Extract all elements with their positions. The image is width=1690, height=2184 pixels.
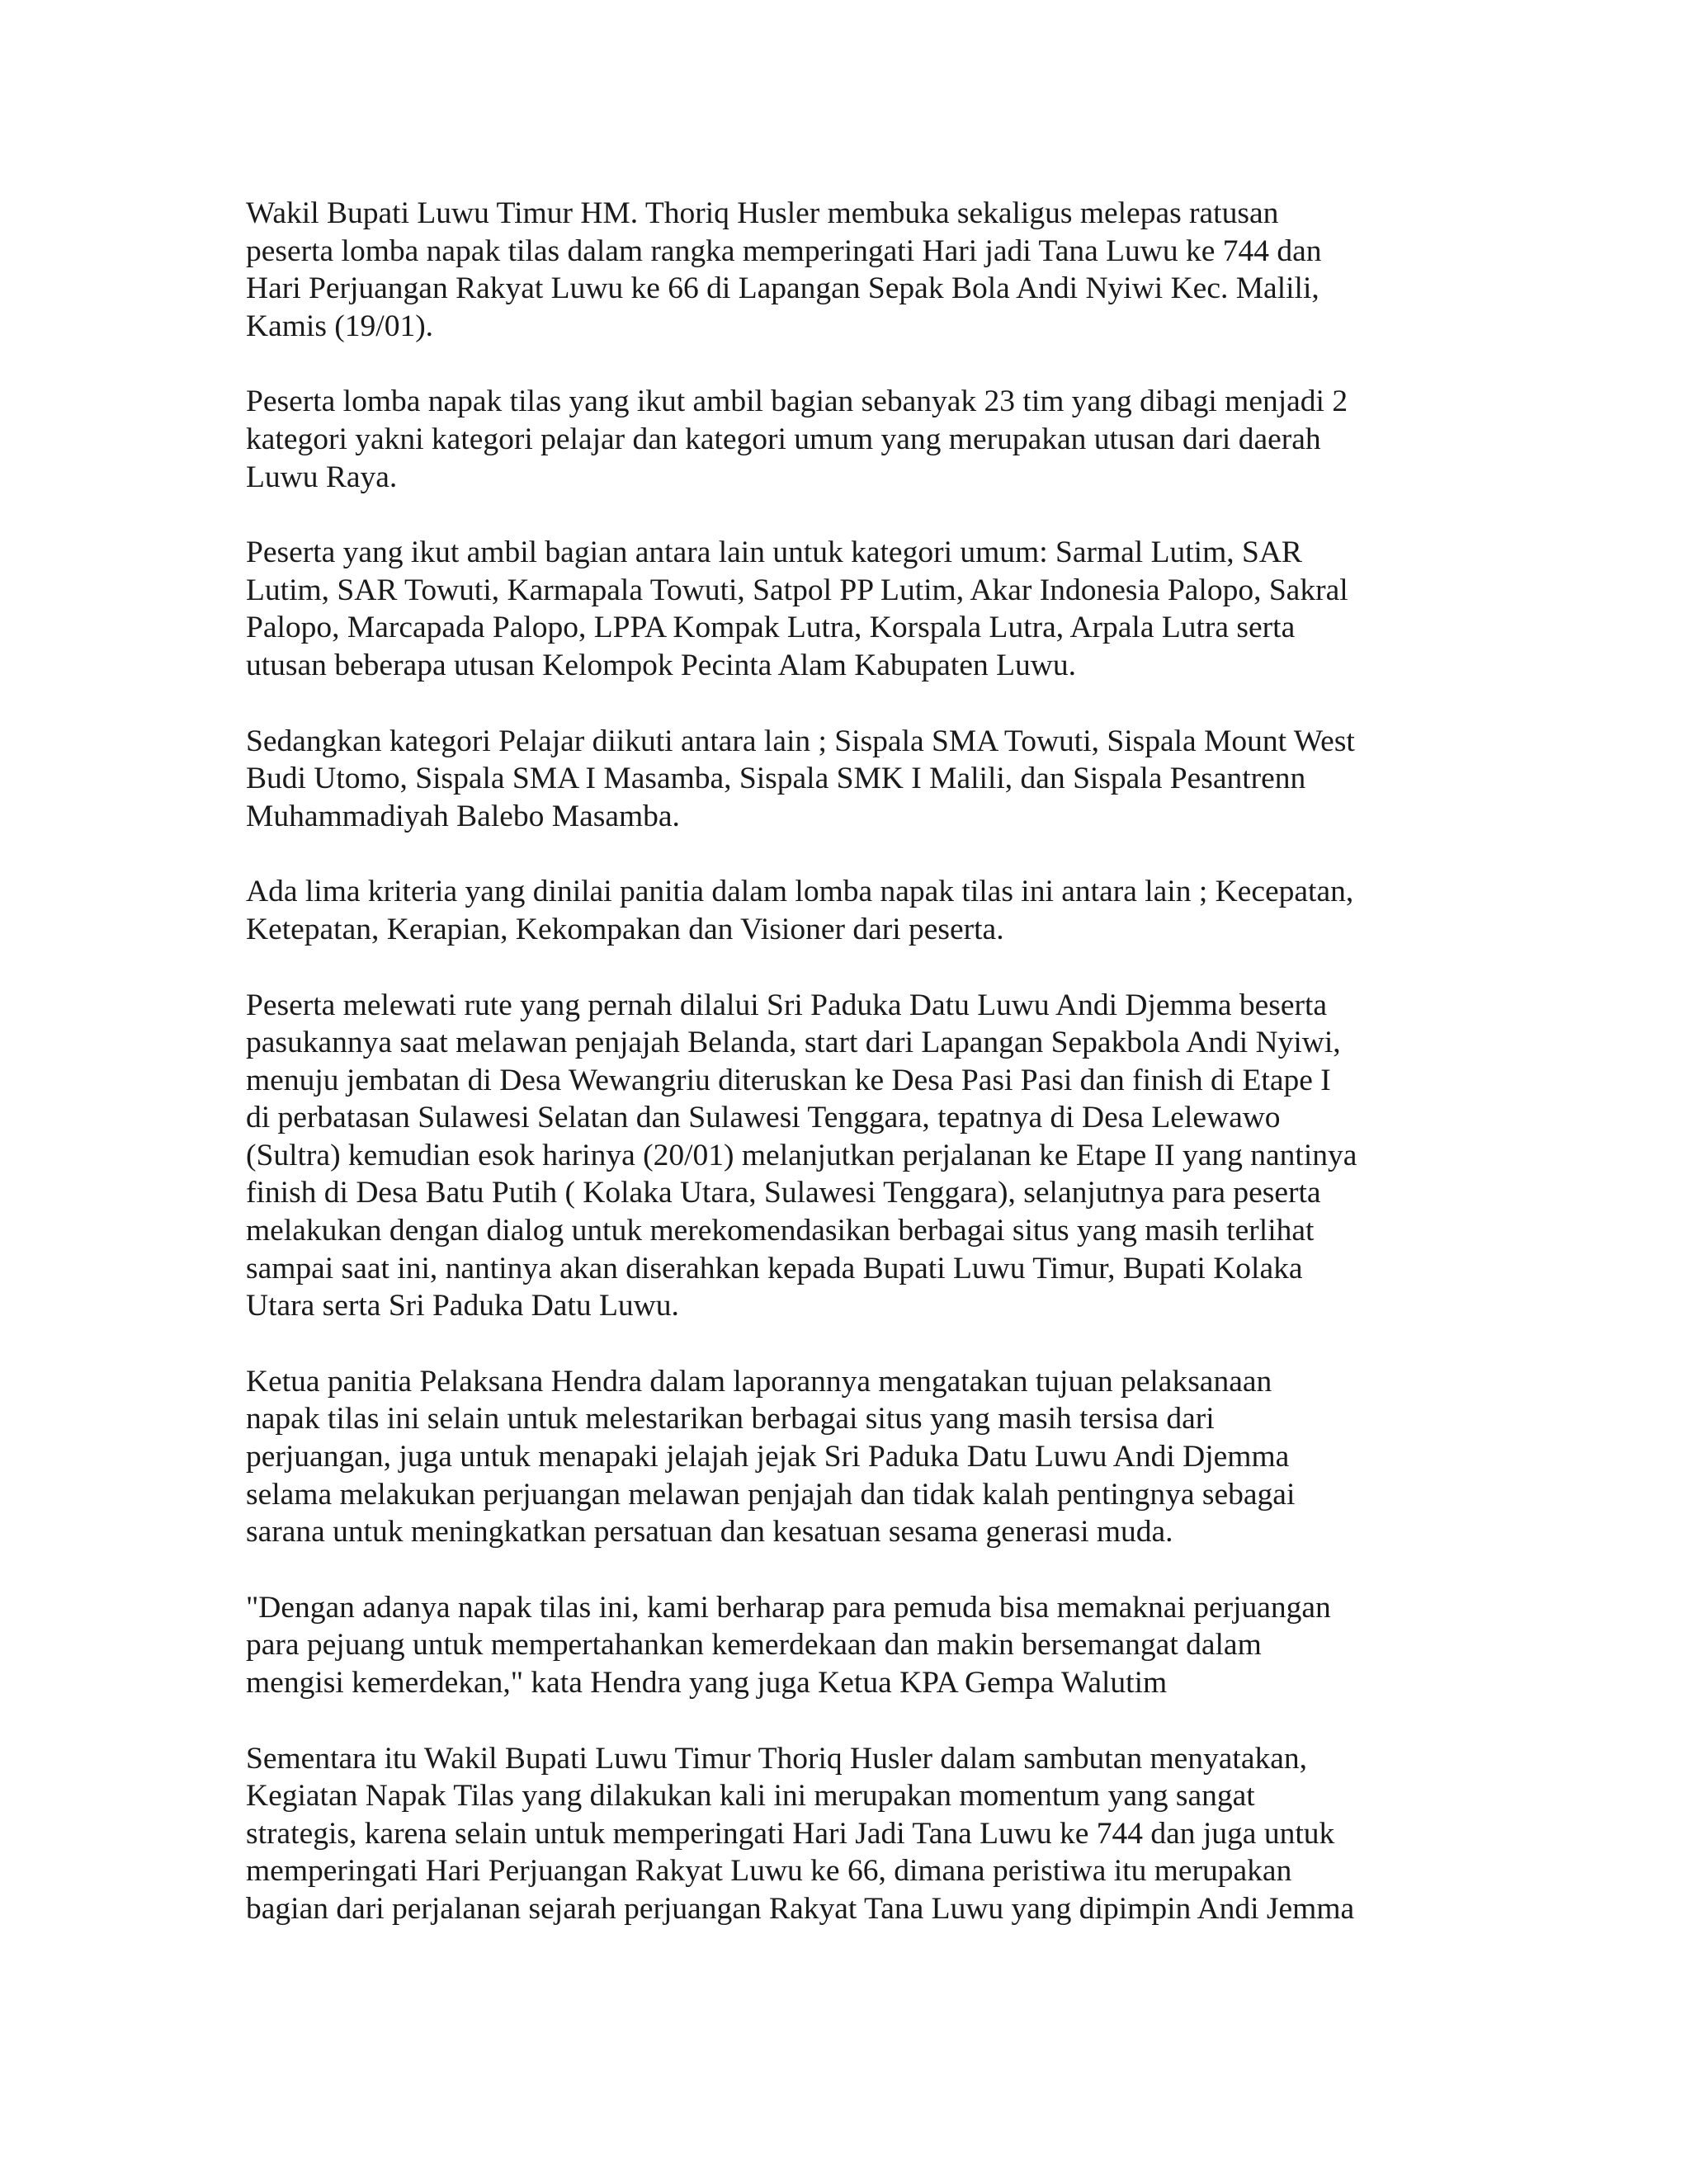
text-line: Wakil Bupati Luwu Timur HM. Thoriq Husler membuka sekaligus melepas ratusan: [246, 196, 1279, 230]
text-line: bagian dari perjalanan sejarah perjuangan Rakyat Tana Luwu yang dipimpin Andi Jemma: [246, 1891, 1355, 1926]
text-line: Ada lima kriteria yang dinilai panitia dalam lomba napak tilas ini antara lain ; Kecepatan,: [246, 875, 1354, 909]
text-line: menuju jembatan di Desa Wewangriu diteruskan ke Desa Pasi Pasi dan finish di Etape I: [246, 1063, 1331, 1097]
text-line: Lutim, SAR Towuti, Karmapala Towuti, Satpol PP Lutim, Akar Indonesia Palopo, Sakral: [246, 573, 1348, 607]
text-line: Kamis (19/01).: [246, 309, 434, 343]
text-line: sarana untuk meningkatkan persatuan dan kesatuan sesama generasi muda.: [246, 1515, 1173, 1550]
paragraph-5: [246, 873, 1434, 948]
text-line: Utara serta Sri Paduka Datu Luwu.: [246, 1289, 679, 1323]
text-line: perjuangan, juga untuk menapaki jelajah jejak Sri Paduka Datu Luwu Andi Djemma: [246, 1440, 1290, 1474]
paragraph-2: [246, 383, 1434, 496]
text-line: di perbatasan Sulawesi Selatan dan Sulawesi Tenggara, tepatnya di Desa Lelewawo: [246, 1101, 1281, 1135]
text-line: (Sultra) kemudian esok harinya (20/01) melanjutkan perjalanan ke Etape II yang nantinya: [246, 1138, 1357, 1172]
text-line: utusan beberapa utusan Kelompok Pecinta Alam Kabupaten Luwu.: [246, 648, 1076, 682]
paragraph-8: [246, 1589, 1434, 1702]
text-line: Hari Perjuangan Rakyat Luwu ke 66 di Lapangan Sepak Bola Andi Nyiwi Kec. Malili,: [246, 271, 1319, 306]
text-line: melakukan dengan dialog untuk merekomendasikan berbagai situs yang masih terlihat: [246, 1214, 1315, 1248]
text-line: Peserta yang ikut ambil bagian antara lain untuk kategori umum: Sarmal Lutim, SAR: [246, 535, 1302, 570]
paragraph-3: [246, 534, 1434, 684]
text-line: Sementara itu Wakil Bupati Luwu Timur Thoriq Husler dalam sambutan menyatakan,: [246, 1741, 1308, 1776]
text-line: peserta lomba napak tilas dalam rangka memperingati Hari jadi Tana Luwu ke 744 dan: [246, 233, 1322, 268]
paragraph-1: [246, 195, 1434, 345]
text-line: Ketepatan, Kerapian, Kekompakan dan Visioner dari peserta.: [246, 912, 1004, 946]
text-line: Muhammadiyah Balebo Masamba.: [246, 799, 680, 833]
text-line: sampai saat ini, nantinya akan diserahkan kepada Bupati Luwu Timur, Bupati Kolaka: [246, 1251, 1303, 1285]
text-line: pasukannya saat melawan penjajah Belanda, start dari Lapangan Sepakbola Andi Nyiwi,: [246, 1026, 1341, 1060]
text-line: kategori yakni kategori pelajar dan kategori umum yang merupakan utusan dari daerah: [246, 422, 1321, 456]
text-line: Luwu Raya.: [246, 460, 398, 494]
paragraph-4: [246, 723, 1434, 836]
text-line: Peserta lomba napak tilas yang ikut ambil bagian sebanyak 23 tim yang dibagi menjadi 2: [246, 384, 1348, 419]
paragraph-6: [246, 987, 1434, 1325]
text-line: "Dengan adanya napak tilas ini, kami berharap para pemuda bisa memaknai perjuangan: [246, 1590, 1331, 1625]
document-body: [246, 195, 1434, 1966]
paragraph-7: [246, 1363, 1434, 1551]
text-line: mengisi kemerdekan," kata Hendra yang juga Ketua KPA Gempa Walutim: [246, 1666, 1168, 1700]
text-line: Kegiatan Napak Tilas yang dilakukan kali ini merupakan momentum yang sangat: [246, 1779, 1255, 1814]
text-line: napak tilas ini selain untuk melestarikan berbagai situs yang masih tersisa dari: [246, 1402, 1215, 1436]
text-line: Ketua panitia Pelaksana Hendra dalam laporannya mengatakan tujuan pelaksanaan: [246, 1364, 1272, 1399]
text-line: Budi Utomo, Sispala SMA I Masamba, Sispala SMK I Malili, dan Sispala Pesantrenn: [246, 762, 1306, 796]
text-line: para pejuang untuk mempertahankan kemerdekaan dan makin bersemangat dalam: [246, 1628, 1262, 1663]
text-line: finish di Desa Batu Putih ( Kolaka Utara, Sulawesi Tenggara), selanjutnya para peserta: [246, 1176, 1321, 1210]
text-line: strategis, karena selain untuk memperingati Hari Jadi Tana Luwu ke 744 dan juga untuk: [246, 1816, 1335, 1851]
paragraph-9: [246, 1740, 1434, 1928]
text-line: selama melakukan perjuangan melawan penjajah dan tidak kalah pentingnya sebagai: [246, 1477, 1296, 1512]
text-line: Peserta melewati rute yang pernah dilalui Sri Paduka Datu Luwu Andi Djemma beserta: [246, 988, 1328, 1022]
text-line: memperingati Hari Perjuangan Rakyat Luwu ke 66, dimana peristiwa itu merupakan: [246, 1854, 1292, 1889]
text-line: Palopo, Marcapada Palopo, LPPA Kompak Lutra, Korspala Lutra, Arpala Lutra serta: [246, 611, 1296, 645]
text-line: Sedangkan kategori Pelajar diikuti antara lain ; Sispala SMA Towuti, Sispala Mount West: [246, 724, 1355, 758]
